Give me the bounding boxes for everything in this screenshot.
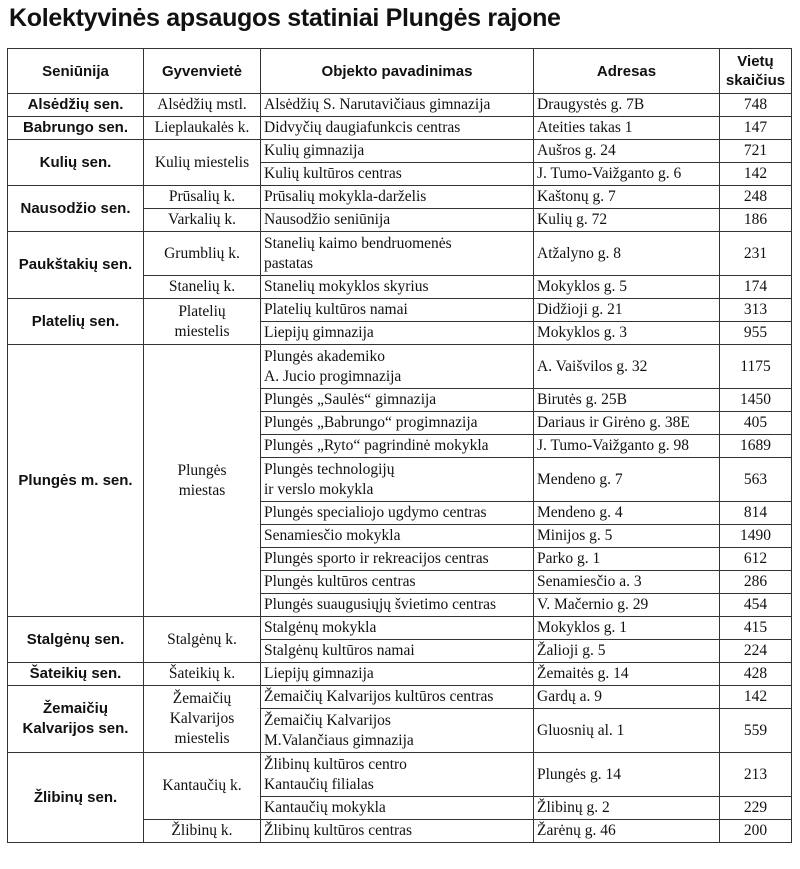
vietu-skaicius-cell: 612	[720, 548, 792, 571]
objektas-line: Plungės suaugusiųjų švietimo centras	[264, 596, 497, 613]
objektas-cell	[261, 299, 534, 322]
table-row	[8, 617, 792, 640]
gyvenviete-cell	[144, 663, 261, 686]
seniunija-cell: Šateikių sen.	[8, 663, 144, 686]
header-adresas: Adresas	[534, 49, 720, 94]
shelters-table	[7, 48, 792, 843]
objektas-line: Plungės „Saulės“ gimnazija	[264, 391, 437, 408]
adresas-cell: Parko g. 1	[534, 548, 720, 571]
vietu-skaicius-cell: 563	[720, 458, 792, 502]
gyvenviete-cell	[144, 686, 261, 753]
objektas-line: pastatas	[264, 254, 314, 272]
vietu-skaicius-cell: 174	[720, 276, 792, 299]
objektas-cell	[261, 686, 534, 709]
vietu-skaicius-cell: 186	[720, 209, 792, 232]
seniunija-cell: Platelių sen.	[8, 299, 144, 345]
seniunija-cell: Alsėdžių sen.	[8, 94, 144, 117]
objektas-line: Žlibinų kultūros centras	[264, 822, 413, 839]
objektas-cell	[261, 753, 534, 797]
objektas-line: Plungės specialiojo ugdymo centras	[264, 504, 487, 521]
table-row	[8, 232, 792, 276]
adresas-cell: Gluosnių al. 1	[534, 709, 720, 753]
gyvenviete-line: Alsėdžių mstl.	[157, 96, 247, 113]
vietu-skaicius-cell: 224	[720, 640, 792, 663]
vietu-skaicius-cell: 213	[720, 753, 792, 797]
adresas-cell: Senamiesčio a. 3	[534, 571, 720, 594]
adresas-cell: Dariaus ir Girėno g. 38E	[534, 412, 720, 435]
adresas-cell: Mendeno g. 7	[534, 458, 720, 502]
adresas-cell: Žalioji g. 5	[534, 640, 720, 663]
adresas-cell: Birutės g. 25B	[534, 389, 720, 412]
vietu-skaicius-cell: 142	[720, 686, 792, 709]
adresas-cell: Žlibinų g. 2	[534, 797, 720, 820]
adresas-cell: Kaštonų g. 7	[534, 186, 720, 209]
seniunija-cell: Žlibinų sen.	[8, 753, 144, 843]
vietu-skaicius-cell: 428	[720, 663, 792, 686]
vietu-skaicius-cell: 454	[720, 594, 792, 617]
gyvenviete-line: Šateikių k.	[168, 665, 236, 682]
objektas-cell	[261, 276, 534, 299]
adresas-cell: Mokyklos g. 5	[534, 276, 720, 299]
adresas-cell: Ateities takas 1	[534, 117, 720, 140]
objektas-line: Kantaučių filialas	[264, 775, 374, 793]
objektas-cell	[261, 209, 534, 232]
table-row	[8, 663, 792, 686]
vietu-skaicius-cell: 1490	[720, 525, 792, 548]
objektas-line: Kulių gimnazija	[264, 142, 365, 159]
objektas-line: Stalgėnų mokykla	[264, 619, 377, 636]
objektas-cell	[261, 820, 534, 843]
objektas-line: Plungės technologijų	[264, 460, 395, 478]
objektas-cell	[261, 140, 534, 163]
vietu-skaicius-cell: 748	[720, 94, 792, 117]
gyvenviete-line: Varkalių k.	[167, 211, 236, 228]
gyvenviete-line: Grumblių k.	[164, 244, 240, 262]
gyvenviete-line: Žemaičių	[172, 690, 232, 707]
seniunija-cell: Kulių sen.	[8, 140, 144, 186]
vietu-skaicius-cell: 200	[720, 820, 792, 843]
objektas-cell	[261, 571, 534, 594]
adresas-cell: J. Tumo-Vaižganto g. 98	[534, 435, 720, 458]
adresas-cell: Draugystės g. 7B	[534, 94, 720, 117]
vietu-skaicius-cell: 231	[720, 232, 792, 276]
objektas-cell	[261, 163, 534, 186]
seniunija-cell: Plungės m. sen.	[8, 345, 144, 617]
seniunija-cell: Nausodžio sen.	[8, 186, 144, 232]
header-objektas: Objekto pavadinimas	[261, 49, 534, 94]
objektas-line: Plungės kultūros centras	[264, 573, 416, 590]
adresas-cell: J. Tumo-Vaižganto g. 6	[534, 163, 720, 186]
objektas-line: M.Valančiaus gimnazija	[264, 731, 414, 749]
gyvenviete-line: Kulių miestelis	[154, 153, 250, 171]
gyvenviete-line: Stanelių k.	[168, 278, 236, 295]
objektas-cell	[261, 548, 534, 571]
objektas-cell	[261, 322, 534, 345]
table-body	[8, 94, 792, 843]
table-row	[8, 345, 792, 389]
objektas-line: Liepijų gimnazija	[264, 324, 374, 341]
objektas-line: Nausodžio seniūnija	[264, 211, 391, 228]
adresas-cell: Mokyklos g. 3	[534, 322, 720, 345]
objektas-cell	[261, 663, 534, 686]
seniunija-cell: Žemaičių Kalvarijos sen.	[8, 686, 144, 753]
table-row	[8, 94, 792, 117]
objektas-cell	[261, 525, 534, 548]
gyvenviete-line: Prūsalių k.	[168, 188, 236, 205]
objektas-line: Liepijų gimnazija	[264, 665, 374, 682]
objektas-line: Prūsalių mokykla-darželis	[264, 188, 427, 205]
adresas-cell: Atžalyno g. 8	[534, 232, 720, 276]
objektas-cell	[261, 94, 534, 117]
gyvenviete-cell	[144, 345, 261, 617]
seniunija-cell: Babrungo sen.	[8, 117, 144, 140]
vietu-skaicius-cell: 814	[720, 502, 792, 525]
objektas-cell	[261, 435, 534, 458]
gyvenviete-line: Plungės	[177, 461, 227, 479]
adresas-cell: Gardų a. 9	[534, 686, 720, 709]
gyvenviete-cell	[144, 209, 261, 232]
objektas-cell	[261, 186, 534, 209]
adresas-cell: Mendeno g. 4	[534, 502, 720, 525]
seniunija-cell: Stalgėnų sen.	[8, 617, 144, 663]
adresas-cell: A. Vaišvilos g. 32	[534, 345, 720, 389]
objektas-cell	[261, 232, 534, 276]
vietu-skaicius-cell: 147	[720, 117, 792, 140]
vietu-skaicius-cell: 286	[720, 571, 792, 594]
gyvenviete-line: miestelis	[174, 730, 230, 747]
objektas-line: Plungės akademiko	[264, 347, 385, 365]
vietu-skaicius-cell: 313	[720, 299, 792, 322]
vietu-skaicius-cell: 1450	[720, 389, 792, 412]
header-vietu-line1: Vietų	[737, 53, 774, 70]
gyvenviete-cell	[144, 140, 261, 186]
objektas-line: Senamiesčio mokykla	[264, 527, 401, 544]
gyvenviete-line: Stalgėnų k.	[167, 630, 237, 648]
vietu-skaicius-cell: 405	[720, 412, 792, 435]
vietu-skaicius-cell: 955	[720, 322, 792, 345]
header-row	[8, 49, 792, 94]
gyvenviete-line: miestas	[178, 481, 226, 499]
gyvenviete-line: Lieplaukalės k.	[154, 119, 250, 136]
gyvenviete-line: Kantaučių k.	[162, 777, 242, 794]
adresas-cell: Mokyklos g. 1	[534, 617, 720, 640]
objektas-line: A. Jucio progimnazija	[264, 367, 402, 385]
gyvenviete-line: Platelių	[178, 302, 226, 320]
objektas-line: Alsėdžių S. Narutavičiaus gimnazija	[264, 96, 491, 113]
adresas-cell: V. Mačernio g. 29	[534, 594, 720, 617]
vietu-skaicius-cell: 721	[720, 140, 792, 163]
objektas-cell	[261, 345, 534, 389]
adresas-cell: Žarėnų g. 46	[534, 820, 720, 843]
table-row	[8, 186, 792, 209]
table-row	[8, 117, 792, 140]
objektas-line: Žemaičių Kalvarijos	[264, 711, 391, 729]
objektas-line: Kulių kultūros centras	[264, 165, 402, 182]
vietu-skaicius-cell: 559	[720, 709, 792, 753]
vietu-skaicius-cell: 1175	[720, 345, 792, 389]
gyvenviete-line: Žlibinų k.	[171, 822, 233, 839]
objektas-line: Platelių kultūros namai	[264, 301, 408, 318]
adresas-cell: Aušros g. 24	[534, 140, 720, 163]
objektas-cell	[261, 709, 534, 753]
seniunija-cell: Paukštakių sen.	[8, 232, 144, 299]
objektas-line: ir verslo mokykla	[264, 480, 374, 498]
table-row	[8, 299, 792, 322]
adresas-cell: Plungės g. 14	[534, 753, 720, 797]
gyvenviete-line: Kalvarijos	[169, 710, 235, 727]
objektas-line: Didvyčių daugiafunkcis centras	[264, 119, 461, 136]
adresas-cell: Minijos g. 5	[534, 525, 720, 548]
vietu-skaicius-cell: 415	[720, 617, 792, 640]
header-seniunija: Seniūnija	[8, 49, 144, 94]
gyvenviete-line: miestelis	[174, 322, 230, 340]
gyvenviete-cell	[144, 117, 261, 140]
gyvenviete-cell	[144, 753, 261, 820]
adresas-cell: Kulių g. 72	[534, 209, 720, 232]
objektas-cell	[261, 640, 534, 663]
objektas-cell	[261, 594, 534, 617]
objektas-line: Plungės sporto ir rekreacijos centras	[264, 550, 489, 567]
objektas-line: Žemaičių Kalvarijos kultūros centras	[264, 688, 494, 705]
vietu-skaicius-cell: 248	[720, 186, 792, 209]
objektas-cell	[261, 617, 534, 640]
header-gyvenviete: Gyvenvietė	[144, 49, 261, 94]
objektas-cell	[261, 389, 534, 412]
objektas-line: Plungės „Babrungo“ progimnazija	[264, 414, 478, 431]
gyvenviete-cell	[144, 94, 261, 117]
adresas-cell: Žemaitės g. 14	[534, 663, 720, 686]
gyvenviete-cell	[144, 820, 261, 843]
vietu-skaicius-cell: 229	[720, 797, 792, 820]
table-row	[8, 140, 792, 163]
gyvenviete-cell	[144, 232, 261, 276]
page-title: Kolektyvinės apsaugos statiniai Plungės rajone	[9, 4, 561, 32]
objektas-cell	[261, 797, 534, 820]
gyvenviete-cell	[144, 617, 261, 663]
header-vietu-skaicius	[720, 49, 792, 94]
gyvenviete-cell	[144, 299, 261, 345]
gyvenviete-cell	[144, 186, 261, 209]
header-vietu-line2: skaičius	[725, 72, 786, 89]
objektas-line: Stalgėnų kultūros namai	[264, 642, 415, 659]
objektas-line: Stanelių mokyklos skyrius	[264, 278, 429, 295]
objektas-line: Stanelių kaimo bendruomenės	[264, 234, 452, 252]
table-row	[8, 686, 792, 709]
objektas-cell	[261, 502, 534, 525]
table-row	[8, 753, 792, 797]
objektas-cell	[261, 458, 534, 502]
adresas-cell: Didžioji g. 21	[534, 299, 720, 322]
objektas-line: Žlibinų kultūros centro	[264, 755, 407, 773]
vietu-skaicius-cell: 142	[720, 163, 792, 186]
objektas-cell	[261, 412, 534, 435]
objektas-cell	[261, 117, 534, 140]
objektas-line: Plungės „Ryto“ pagrindinė mokykla	[264, 437, 489, 454]
gyvenviete-cell	[144, 276, 261, 299]
objektas-line: Kantaučių mokykla	[264, 799, 386, 816]
vietu-skaicius-cell: 1689	[720, 435, 792, 458]
